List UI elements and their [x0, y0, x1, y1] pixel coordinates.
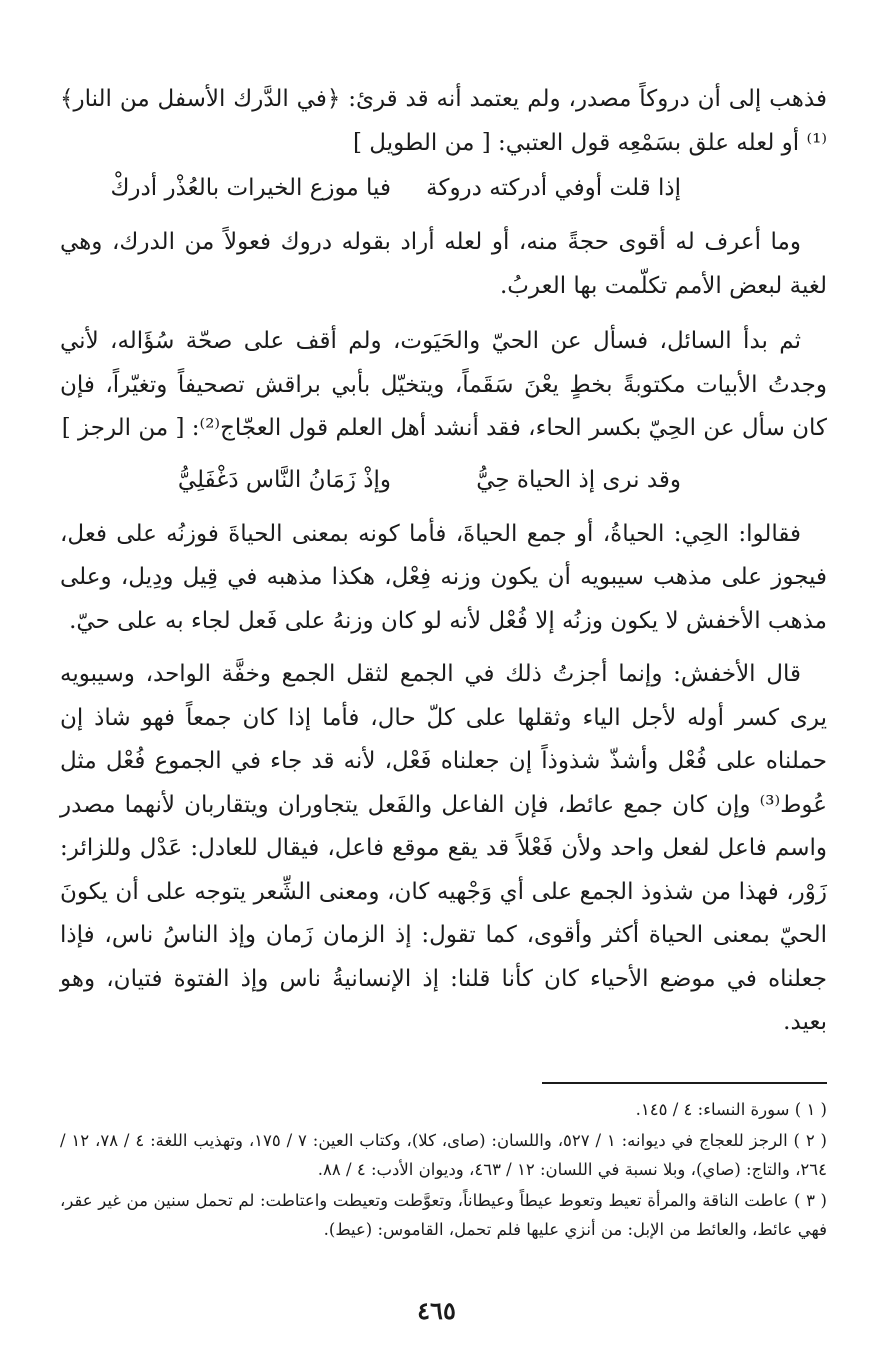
verse-1-second-hemistich: فيا موزع الخيرات بالعُذْر أدركْ [110, 175, 391, 201]
footnote-3: ( ٣ ) عاطت الناقة والمرأة تعيط وتعوط عيطاً وعيطاناً، وتعوَّطت وتعيطت واعتاطت: لم تحمل سنين من غير عقر، فهي عائط، والعائط من الإبل: من أنزي عليها فلم تحمل، القاموس: (عيط). [60, 1191, 827, 1239]
paragraph-4: فقالوا: الحِي: الحياةُ، أو جمع الحياةَ، فأما كونه بمعنى الحياةَ فوزنُه على فعل، فيجوز على مذهب سيبويه أن يكون وزنه فِعْل، هكذا مذهبه في قِيل ودِيل، وعلى مذهب الأخفش لا يكون وزنُه إلا فُعْل لأنه لو كان وزنهُ على فَعل لجاء به على حيّ. [60, 520, 827, 634]
verse-1-first-hemistich: إذا قلت أوفي أدركته دروكة [426, 175, 681, 201]
verse-2-first-hemistich: وقد نرى إذ الحياة حِيُّ [476, 466, 681, 493]
verse-1 [60, 165, 827, 211]
footnote-separator [542, 1082, 827, 1084]
paragraph-3: ثم بدأ السائل، فسأل عن الحيّ والحَيَوت، ولم أقف على صحّة سُؤَاله، لأني وجدتُ الأبيات مكتوبةً بخطٍ يعْنَ سَقَماً، ويتخيّل بأبي براقش تصحيفاً وتغيّراً، فإن كان سأل عن الحِيّ بكسر الحاء، فقد أنشد أهل العلم قول العجّاج⁽²⁾: [ من الرجز ] [60, 328, 827, 441]
paragraph-1: فذهب إلى أن دروكاً مصدر، ولم يعتمد أنه قد قرئ: ﴿في الدَّرك الأسفل من النار﴾⁽¹⁾ أو لعله علق بسَمْعِه قول العتبي: [ من الطويل ] [60, 86, 827, 156]
paragraph-2: وما أعرف له أقوى حجةً منه، أو لعله أراد بقوله دروك فعولاً من الدرك، وهي لغية لبعض الأمم تكلّمت بها العربُ. [60, 229, 827, 299]
verse-2 [60, 457, 827, 503]
page-number: ٤٦٥ [417, 1296, 456, 1325]
main-text [60, 78, 827, 1045]
verse-2-second-hemistich: وإذْ زَمَانُ النَّاس دَغْفَلِيُّ [177, 466, 391, 493]
paragraph-5: قال الأخفش: وإنما أجزتُ ذلك في الجمع لثقل الجمع وخفَّة الواحد، وسيبويه يرى كسر أوله لأجل الياء وثقلها على كلّ حال، فأما إذا كان جمعاً فهو شاذ إن حملناه على فُعْل وأشذّ شذوذاً إن جعلناه فَعْل، لأنه قد جاء في الجموع فُعْل مثل عُوط⁽³⁾ وإن كان جمع عائط، فإن الفاعل والفَعل يتجاوران ويتقاربان لأنهما مصدر واسم فاعل لفعل واحد ولأن فَعْلاً قد يقع موقع فاعل، فيقال للعادل: عَدْل وللزائر: زَوْر، فهذا من شذوذ الجمع على أي وَجْهيه كان، ومعنى الشِّعر يتوجه على أن يكونَ الحيّ بمعنى الحياة أكثر وأقوى، كما تقول: إذ الزمان زَمان وإذ الناسُ ناس، فإذا جعلناه في موضع الأحياء كان كأنا قلنا: إذ الإنسانيةُ ناس وإذ الفتوة فتيان، وهو بعيد. [60, 661, 827, 1035]
footnote-2: ( ٢ ) الرجز للعجاج في ديوانه: ١ / ٥٢٧، واللسان: (صاى، كلا)، وكتاب العين: ٧ / ١٧٥، وتهذيب اللغة: ٤ / ٧٨، ١٢ / ٢٦٤، والتاج: (صاي)، وبلا نسبة في اللسان: ١٢ / ٤٦٣، وديوان الأدب: ٤ / ٨٨. [60, 1131, 827, 1179]
footnotes [60, 1095, 827, 1244]
footnote-1: ( ١ ) سورة النساء: ٤ / ١٤٥. [635, 1100, 827, 1119]
